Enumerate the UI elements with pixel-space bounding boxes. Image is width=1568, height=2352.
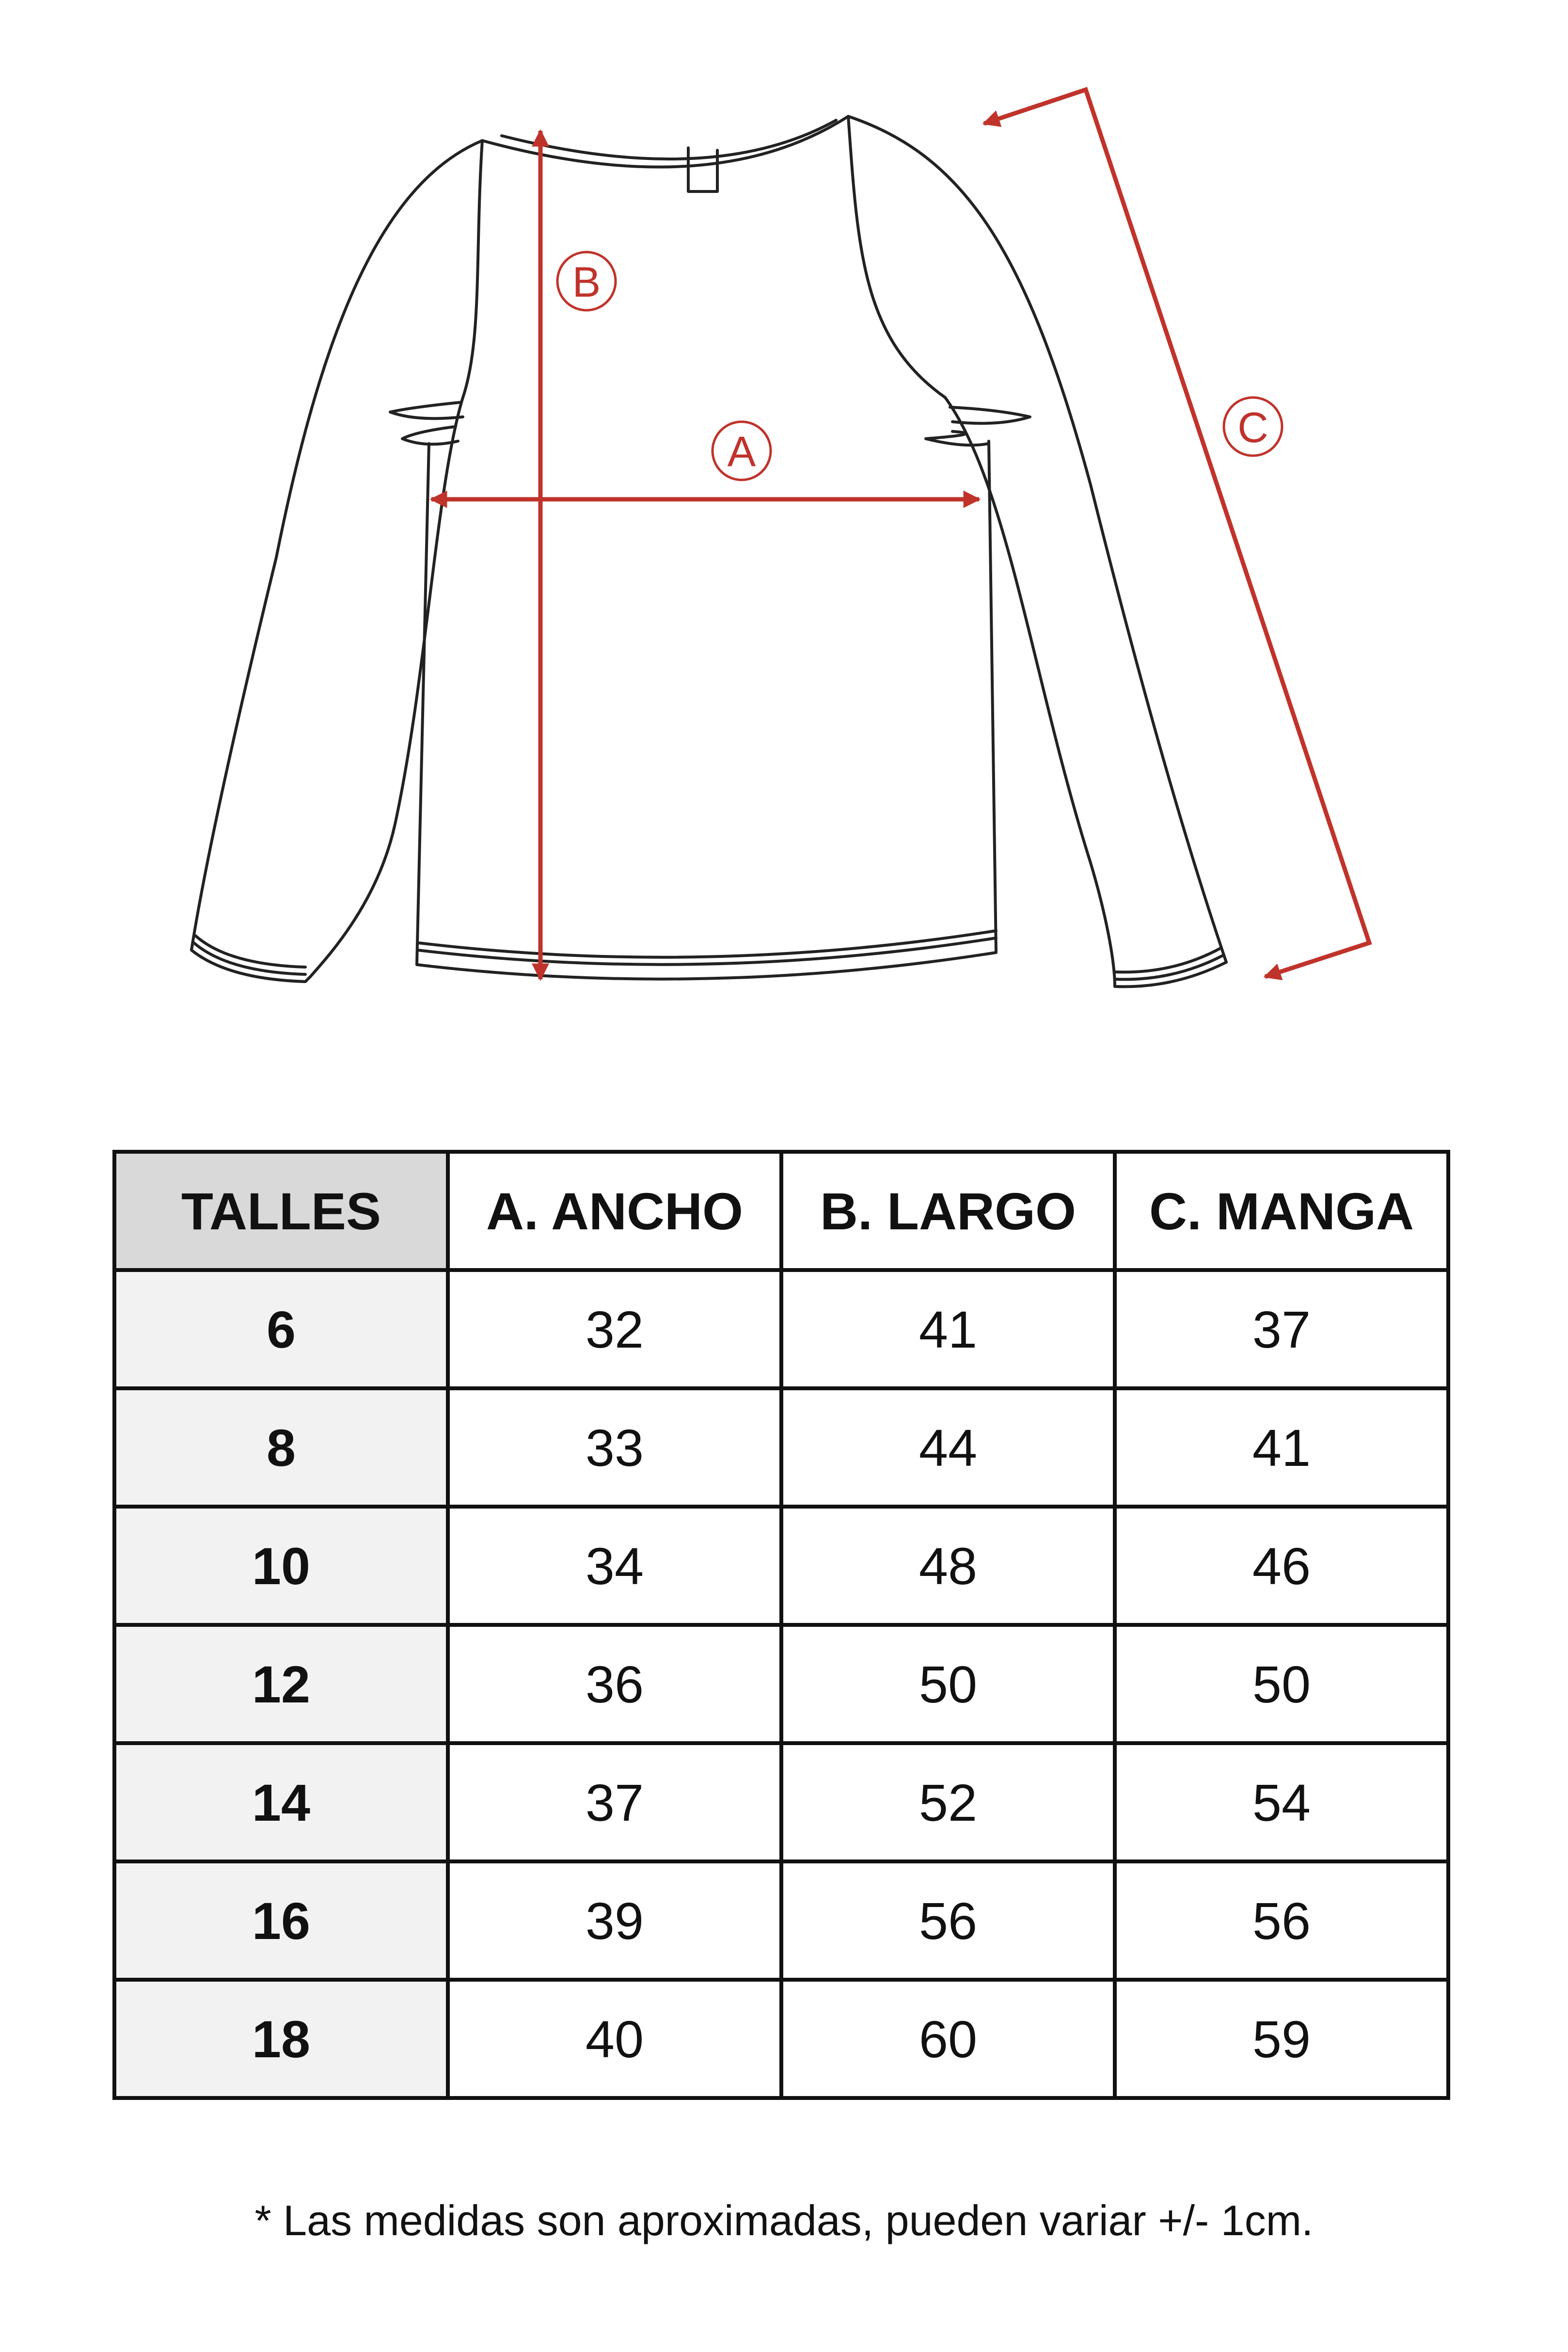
hem-stitch-2 (418, 931, 996, 957)
header-talles: TALLES (114, 1152, 448, 1270)
size-chart-table (112, 1150, 1450, 2100)
header-manga: C. MANGA (1115, 1152, 1448, 1270)
right-armhole (848, 116, 1115, 986)
table-header-row (114, 1152, 1448, 1270)
size-cell: 10 (114, 1507, 448, 1625)
left-sleeve (191, 141, 482, 950)
manga-cell: 59 (1115, 1980, 1448, 2098)
measurement-arrows (431, 90, 1369, 979)
left-gather-2 (402, 427, 458, 444)
ancho-cell: 33 (448, 1388, 781, 1507)
manga-cell: 50 (1115, 1625, 1448, 1743)
manga-cell: 54 (1115, 1743, 1448, 1861)
table-row (114, 1388, 1448, 1507)
footnote: * Las medidas son aproximadas, pueden variar +/- 1cm. (254, 2196, 1314, 2244)
tshirt-measurement-diagram (0, 0, 1568, 1037)
ancho-cell: 37 (448, 1743, 781, 1861)
size-cell: 14 (114, 1743, 448, 1861)
ancho-cell: 39 (448, 1861, 781, 1980)
largo-cell: 52 (781, 1743, 1115, 1861)
manga-cell: 46 (1115, 1507, 1448, 1625)
ancho-cell: 34 (448, 1507, 781, 1625)
ancho-cell: 32 (448, 1270, 781, 1388)
label-a (713, 422, 771, 480)
label-a-text: A (727, 428, 756, 476)
largo-cell: 44 (781, 1388, 1115, 1507)
ancho-cell: 40 (448, 1980, 781, 2098)
size-cell: 12 (114, 1625, 448, 1743)
body-left-side (417, 444, 429, 965)
table-row (114, 1980, 1448, 2098)
manga-cell: 41 (1115, 1388, 1448, 1507)
left-gather-1 (390, 402, 463, 418)
largo-cell: 48 (781, 1507, 1115, 1625)
largo-cell: 41 (781, 1270, 1115, 1388)
tshirt-outline (191, 116, 1226, 986)
right-cuff-stitch-2 (1115, 948, 1221, 972)
left-armhole (310, 141, 482, 977)
label-c (1224, 397, 1282, 456)
right-gather-2 (926, 431, 989, 445)
size-cell: 6 (114, 1270, 448, 1388)
body-right-side (989, 441, 996, 953)
largo-cell: 50 (781, 1625, 1115, 1743)
size-cell: 16 (114, 1861, 448, 1980)
right-sleeve (848, 116, 1226, 962)
manga-cell: 37 (1115, 1270, 1448, 1388)
table-row (114, 1743, 1448, 1861)
ancho-cell: 36 (448, 1625, 781, 1743)
table-row (114, 1625, 1448, 1743)
header-largo: B. LARGO (781, 1152, 1115, 1270)
size-cell: 18 (114, 1980, 448, 2098)
hanger-loop (688, 148, 717, 191)
size-cell: 8 (114, 1388, 448, 1507)
manga-cell: 56 (1115, 1861, 1448, 1980)
header-ancho: A. ANCHO (448, 1152, 781, 1270)
table-row (114, 1507, 1448, 1625)
table-row (114, 1861, 1448, 1980)
label-c-text: C (1237, 403, 1268, 451)
largo-cell: 56 (781, 1861, 1115, 1980)
collar-inner (502, 120, 836, 159)
largo-cell: 60 (781, 1980, 1115, 2098)
arrow-c (984, 90, 1369, 977)
label-b (557, 252, 616, 310)
right-gather-1 (950, 407, 1030, 423)
label-b-text: B (572, 258, 601, 306)
table-row (114, 1270, 1448, 1388)
